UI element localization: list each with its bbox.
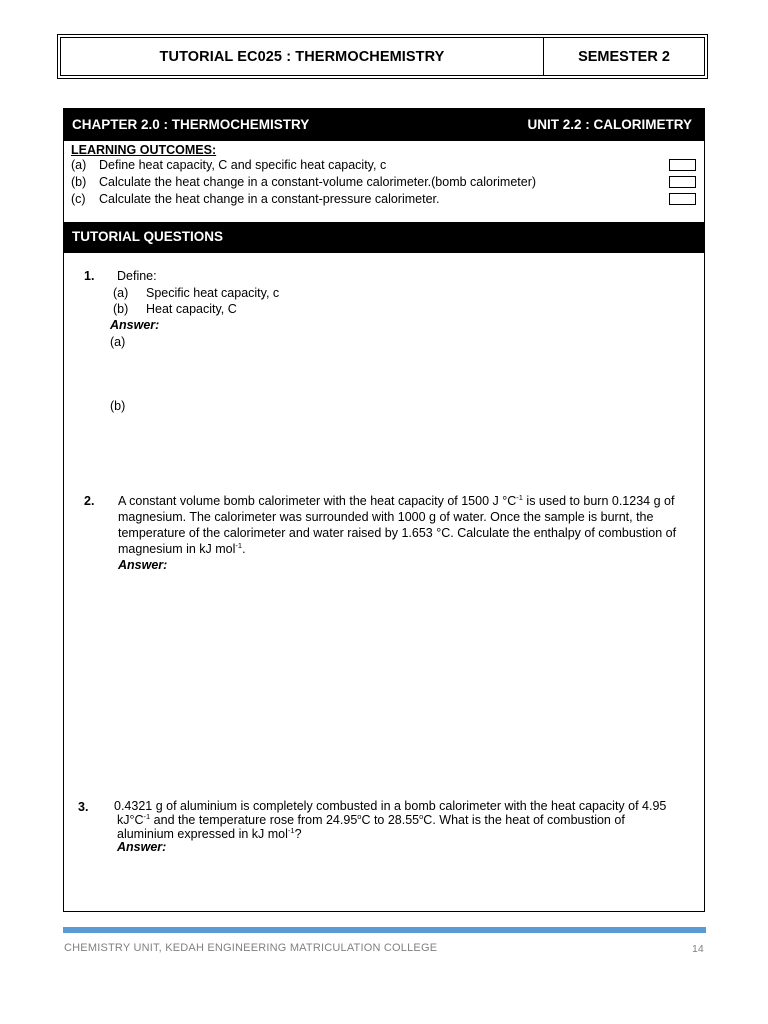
learning-outcome-text: Calculate the heat change in a constant-pressure calorimeter.	[99, 192, 440, 206]
question-1-answer-label: Answer:	[110, 318, 160, 332]
question-1-answer-a: (a)	[110, 335, 126, 349]
question-2-text: magnesium in kJ mol	[118, 542, 236, 556]
chapter-bar	[64, 109, 704, 141]
learning-outcome-checkbox-c[interactable]	[669, 193, 696, 205]
footer-institution: CHEMISTRY UNIT, KEDAH ENGINEERING MATRICULATION COLLEGE	[64, 942, 438, 954]
header-inner-frame	[60, 37, 705, 76]
tutorial-title: TUTORIAL EC025 : THERMOCHEMISTRY	[61, 38, 544, 75]
learning-outcome-label: (a)	[71, 158, 87, 172]
question-2-line-3: temperature of the calorimeter and water raised by 1.653 °C. Calculate the enthalpy of combustion of	[118, 526, 677, 540]
question-1-part-b-text: Heat capacity, C	[146, 302, 237, 316]
question-3-text: ?	[294, 827, 302, 841]
document-header	[57, 34, 708, 79]
question-1-answer-b: (b)	[110, 399, 126, 413]
question-2-line-4	[118, 541, 246, 558]
learning-outcome-label: (b)	[71, 175, 87, 189]
question-3-line-1: 0.4321 g of aluminium is completely combusted in a bomb calorimeter with the heat capacity of 4.95	[114, 799, 667, 813]
page-number: 14	[692, 943, 704, 955]
tutorial-questions-title: TUTORIAL QUESTIONS	[72, 229, 224, 244]
superscript: -1	[287, 825, 295, 835]
learning-outcome-text: Calculate the heat change in a constant-volume calorimeter.(bomb calorimeter)	[99, 175, 537, 189]
question-1-intro: Define:	[117, 269, 157, 283]
question-3-text: C to 28.55	[361, 813, 420, 827]
question-2-line-2: magnesium. The calorimeter was surrounded with 1000 g of water. Once the sample is burnt, the	[118, 510, 654, 524]
learning-outcome-text: Define heat capacity, C and specific heat capacity, c	[99, 158, 387, 172]
question-2-line-1	[118, 493, 674, 510]
semester-label: SEMESTER 2	[578, 48, 670, 65]
question-1-part-a-text: Specific heat capacity, c	[146, 286, 280, 300]
question-2-answer-label: Answer:	[118, 558, 168, 572]
question-1-part-b-label: (b)	[113, 302, 129, 316]
question-3-text: aluminium expressed in kJ mol	[117, 827, 288, 841]
learning-outcomes-title: LEARNING OUTCOMES:	[71, 143, 217, 157]
question-3-text: and the temperature rose from 24.95	[150, 813, 358, 827]
chapter-title: CHAPTER 2.0 : THERMOCHEMISTRY	[72, 117, 310, 132]
superscript: -1	[516, 492, 523, 502]
question-2-number: 2.	[84, 494, 95, 508]
tutorial-frame	[63, 108, 705, 912]
superscript: o	[419, 811, 424, 821]
question-3-line-2	[117, 813, 625, 827]
learning-outcome-label: (c)	[71, 192, 86, 206]
learning-outcome-c	[71, 192, 439, 206]
superscript: -1	[235, 540, 243, 550]
learning-outcome-b	[71, 175, 536, 189]
question-3-line-3	[117, 827, 302, 841]
learning-outcome-checkbox-a[interactable]	[669, 159, 696, 171]
superscript: o	[357, 811, 362, 821]
question-2-text: is used to burn 0.1234 g of	[522, 494, 675, 508]
question-1-part-a-label: (a)	[113, 286, 129, 300]
question-3-text: C. What is the heat of combustion of	[423, 813, 625, 827]
tutorial-questions-bar	[64, 222, 704, 253]
question-2-text: .	[242, 542, 246, 556]
superscript: -1	[143, 811, 151, 821]
question-3-text: kJ°C	[117, 813, 144, 827]
unit-title: UNIT 2.2 : CALORIMETRY	[527, 117, 692, 132]
learning-outcome-checkbox-b[interactable]	[669, 176, 696, 188]
question-1-number: 1.	[84, 269, 95, 283]
question-3-answer-label: Answer:	[117, 840, 167, 854]
learning-outcome-a	[71, 158, 386, 172]
footer-rule	[63, 927, 706, 933]
question-3-number: 3.	[78, 800, 89, 814]
question-2-text: A constant volume bomb calorimeter with the heat capacity of 1500 J °C	[118, 494, 517, 508]
